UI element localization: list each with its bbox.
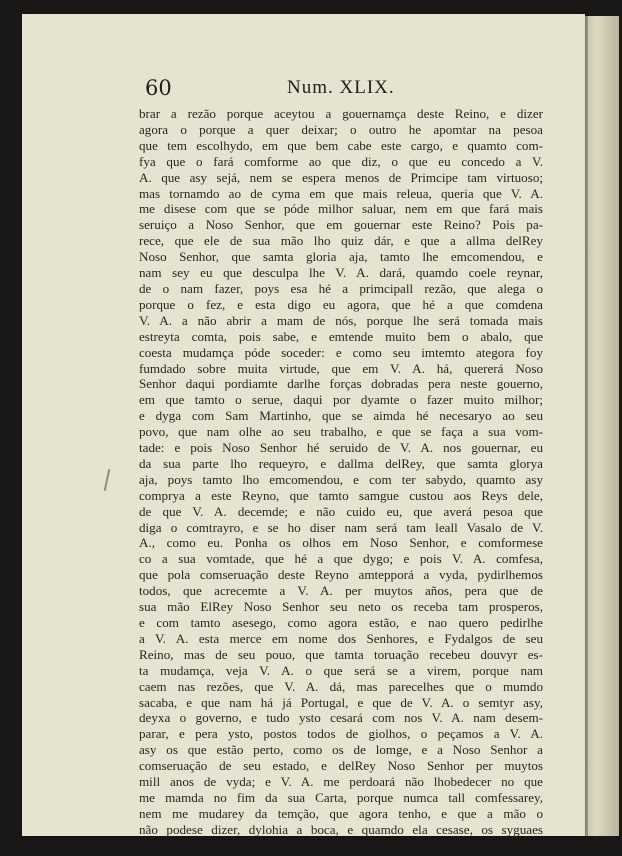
text-line: porque o fez, e esta digo eu agora, que hé a que comdena (139, 296, 543, 312)
text-line: brar a rezão porque aceytou a gouernamça deste Reino, e dizer (139, 106, 543, 121)
text-line: sacaba, e que nam há já Portugal, e que de V. A. o semtyr asy, (139, 694, 543, 710)
text-line: Noso Senhor, que samta gloria aja, tamto lhe emcomendou, e (139, 249, 543, 265)
text-line: comseruação de seu estado, e delRey Noso Senhor per muytos (139, 758, 543, 774)
text-line: mill anos de vyda; e V. A. me perdoará não lhobedecer no que (139, 774, 543, 790)
text-line: a V. A. esta merce em nome dos Senhores, e Fydalgos de seu (139, 630, 543, 646)
text-line: povo, que nam olhe ao seu trabalho, e que se faça a sua vom- (139, 424, 543, 440)
next-page-edge (585, 16, 619, 836)
text-line: caem nas rezões, que V. A. dá, mas parecelhes que o mumdo (139, 678, 543, 694)
text-line: agora o porque a quer deixar; o outro he apomtar na pesoa (139, 121, 543, 137)
text-line: de o nam fazer, poys esa hé a primcipall rezão, que alega o (139, 280, 543, 296)
text-line: co a sua vomtade, que hé a que dygo; e pois V. A. comfesa, (139, 551, 543, 567)
text-line: fya que o fará comforme ao que diz, o que eu concedo a V. (139, 153, 543, 169)
text-line: não podese dizer, dylohia a boca, e quamdo ela cesase, os syguaes (139, 821, 543, 837)
text-line: e dyga com Sam Martinho, que se aimda hé necesaryo ao seu (139, 408, 543, 424)
margin-mark (104, 469, 111, 491)
text-line: fumdado sobre muita virtude, que em V. A. há, quererá Noso (139, 360, 543, 376)
text-line: rece, que ele de sua mão lho quiz dár, e que a allma delRey (139, 233, 543, 249)
text-line: diga o comtrayro, e se ho diser nam será tam leall Vasalo de V. (139, 519, 543, 535)
text-line: de que V. A. decemde; e não cuido eu, que averá pesoa que (139, 503, 543, 519)
text-line: me mamda no fim da sua Carta, porque numca tall comfessarey, (139, 789, 543, 805)
text-line: aja, poys tamto lho emcomendou, e com ter sabydo, quamto asy (139, 471, 543, 487)
text-line: comprya a este Reyno, que tamto samgue custou aos Reys dele, (139, 487, 543, 503)
page-number: 60 (145, 76, 172, 100)
text-line: e com tamto asesego, como agora estão, e nao quero pedirlhe (139, 615, 543, 630)
text-line: nem me mudarey da temção, que agora tenho, e que a mão o (139, 805, 543, 821)
text-line: em que tamto o serue, daqui por dyamte o fazer muito milhor; (139, 392, 543, 408)
text-line: estreyta comta, pois sabe, e emtende muito bem o abalo, que (139, 328, 543, 344)
body-text (139, 106, 543, 838)
text-line: sua mão ElRey Noso Senhor seu neto os receba tam prosperos, (139, 599, 543, 615)
text-line: tade: e pois Noso Senhor hé seruido de V. A. nos gouernar, eu (139, 440, 543, 456)
text-line: Senhor daqui pordiamte darlhe forças dobradas pera neste gouerno, (139, 376, 543, 392)
text-line: da sua parte lho requeyro, e dallma delRey, que samta glorya (139, 455, 543, 471)
text-line: A., como eu. Ponha os olhos em Noso Senhor, e comformese (139, 535, 543, 551)
text-line: Reino, mas de seu pouo, que tamta toruação recebeu douvyr es- (139, 646, 543, 662)
text-line: parar, e pera ysto, postos todos de giolhos, o peçamos a V. A. (139, 726, 543, 742)
text-line: seruiço a Noso Senhor, que em gouernar este Reino? Pois pa- (139, 217, 543, 233)
text-line: que pola comseruação deste Reyno amtepporá a vyda, pydirlhemos (139, 567, 543, 583)
text-line: que tem escolhydo, em que bem cabe este cargo, e quamto com- (139, 137, 543, 153)
book-page (22, 14, 585, 836)
text-line: todos, que acrecemte a V. A. per muytos años, pera que de (139, 583, 543, 599)
text-line: asy os que estão perto, como os de lomge, e a Noso Senhor a (139, 742, 543, 758)
text-line: V. A. a não abrir a mam de nós, porque lhe será tomada mais (139, 312, 543, 328)
text-line: ta mudamça, veja V. A. o que será se a virem, porque nam (139, 662, 543, 678)
text-line: coesta mudamça póde soceder: e como seu imtemto ategora foy (139, 344, 543, 360)
text-line: me disese com que se póde milhor saluar, nem em que fará mais (139, 201, 543, 217)
page-header (22, 76, 585, 106)
text-line: nam sey eu que desculpa lhe V. A. dará, quamdo coele reynar, (139, 265, 543, 281)
running-head: Num. XLIX. (287, 77, 395, 98)
text-line: A. que asy sejá, nem se espera menos de Primcipe tam virtuoso; (139, 169, 543, 185)
text-line: deyxa o governo, e tudo ysto cesará com nos V. A. nam desem- (139, 710, 543, 726)
text-line: mas tornamdo ao de cyma em que mais releua, queria que V. A. (139, 185, 543, 201)
